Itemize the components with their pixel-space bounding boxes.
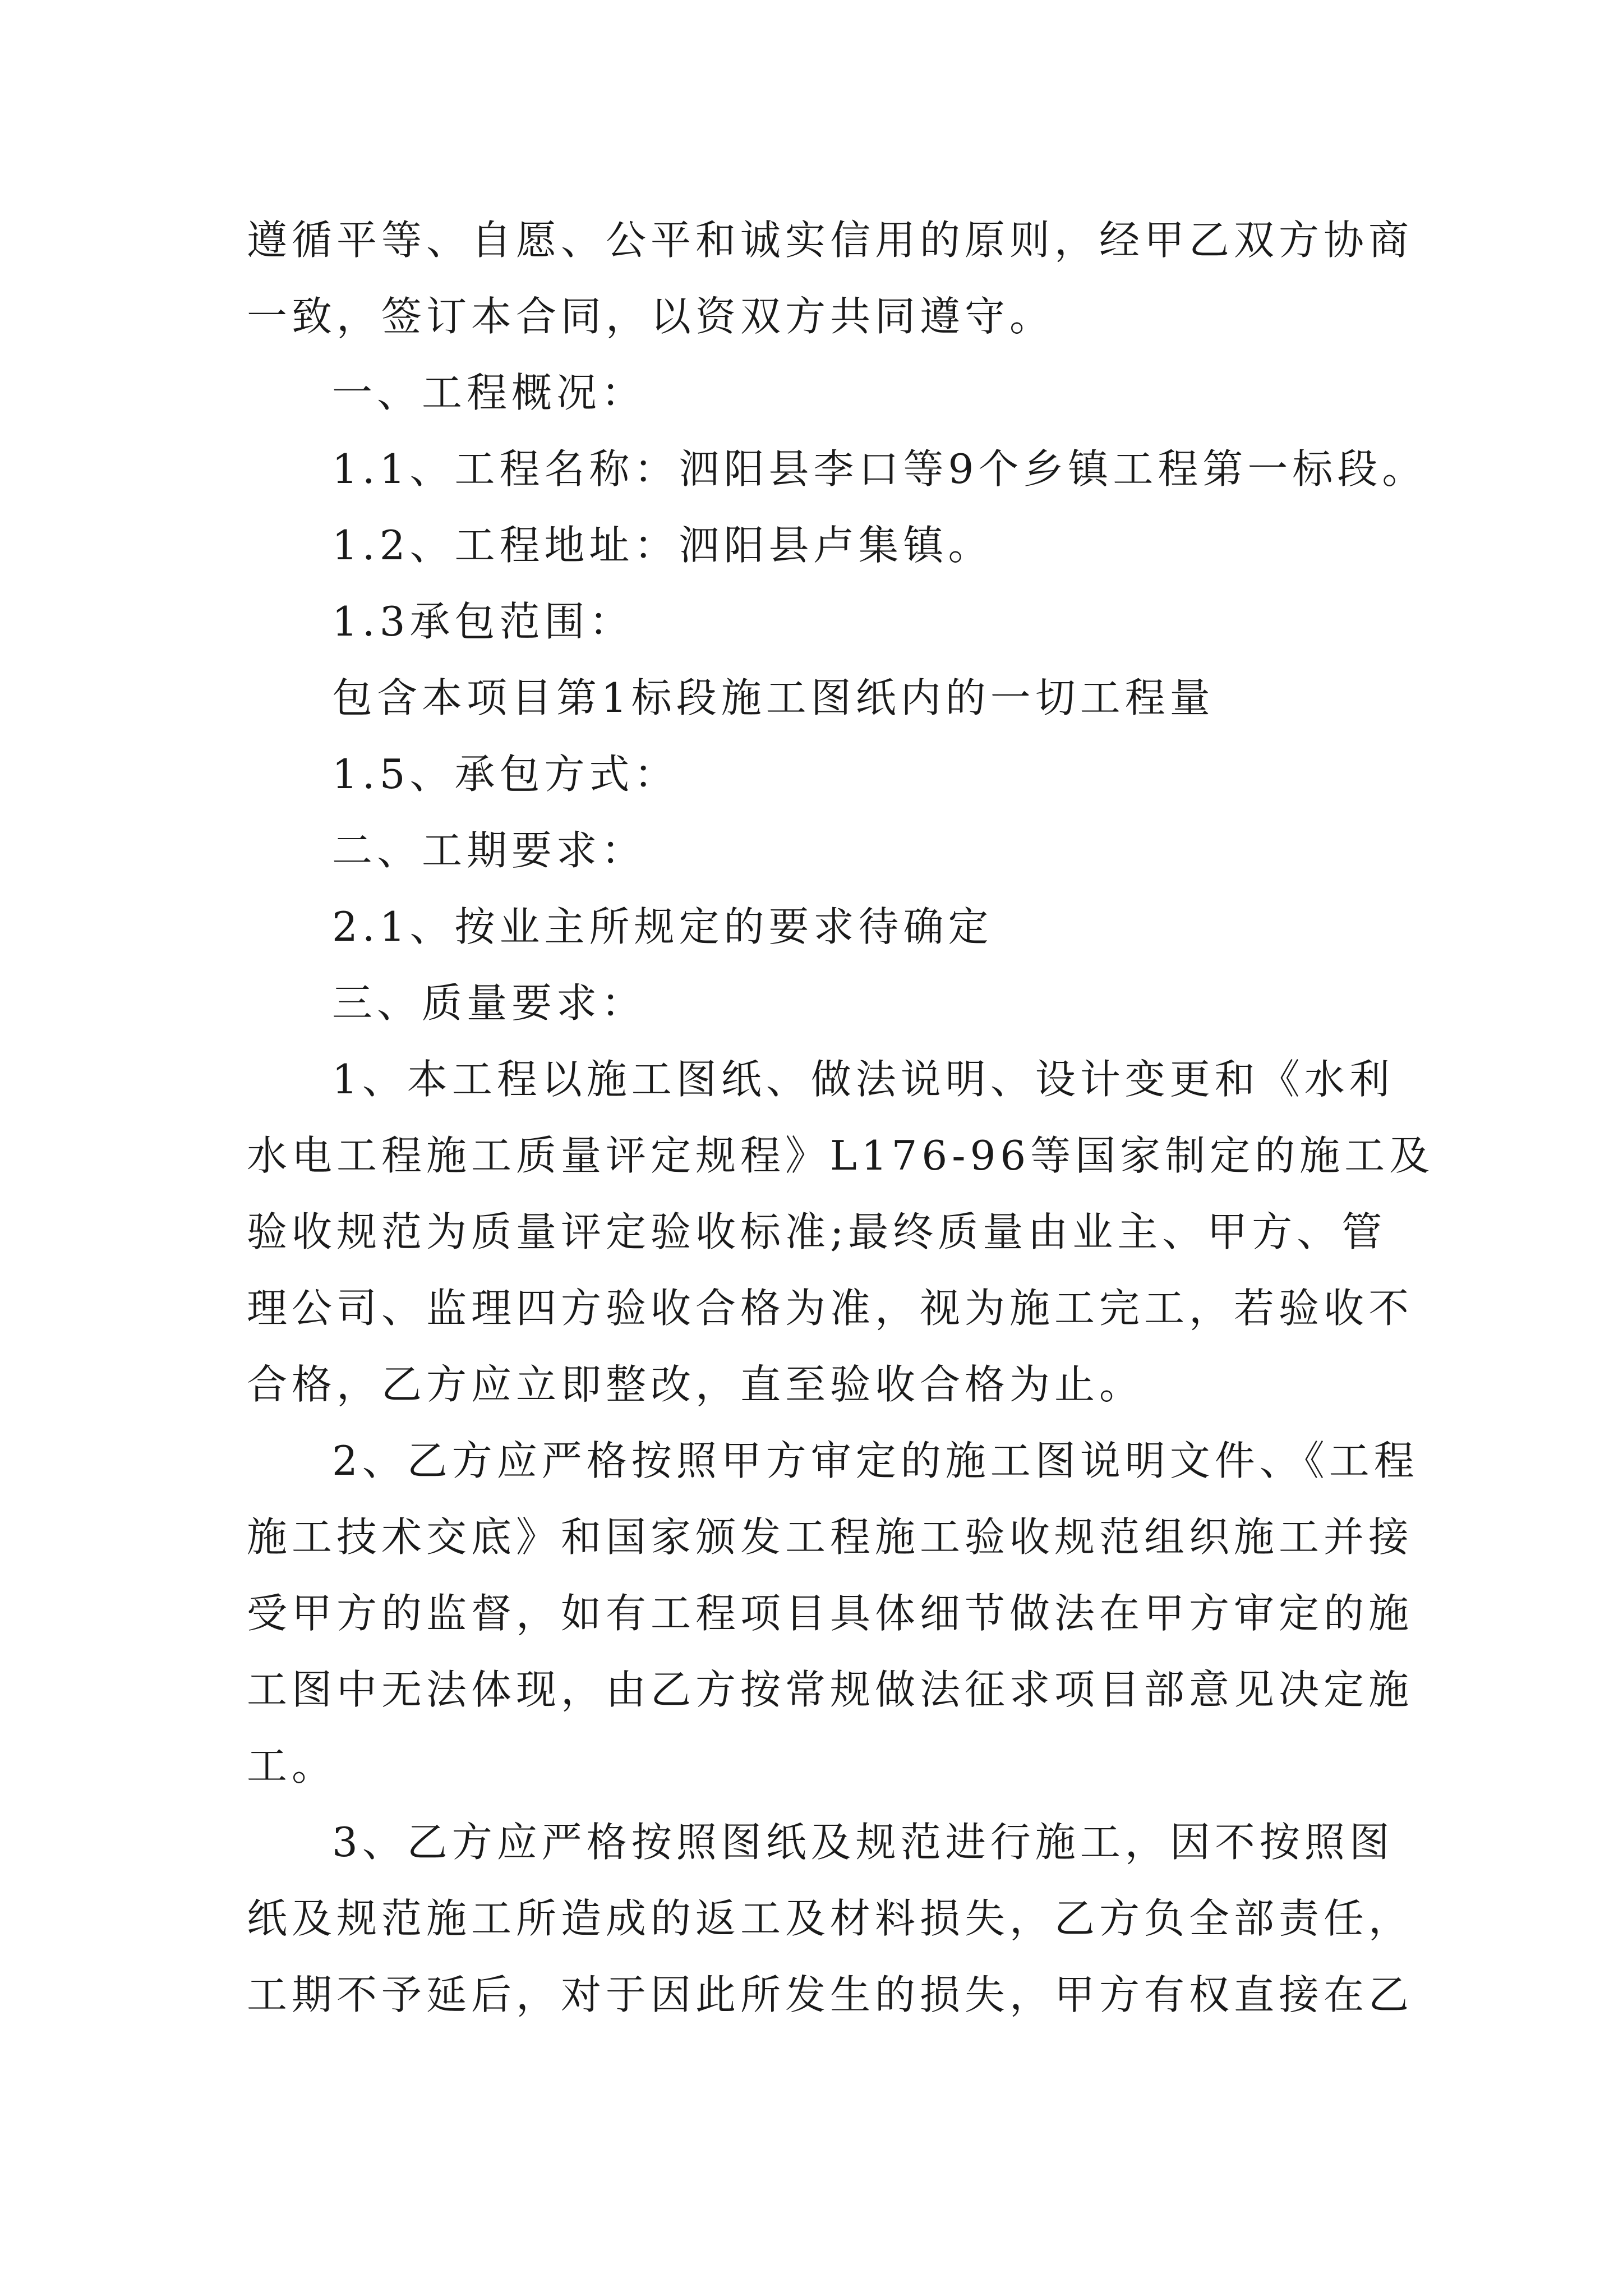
text-line: 1.2、工程地址：泗阳县卢集镇。 xyxy=(332,522,993,569)
text-line: 施工技术交底》和国家颁发工程施工验收规范组织施工并接 xyxy=(247,1513,1414,1561)
text-line: 工图中无法体现，由乙方按常规做法征求项目部意见决定施 xyxy=(247,1666,1414,1713)
text-line: 遵循平等、自愿、公平和诚实信用的原则，经甲乙双方协商 xyxy=(247,217,1414,264)
text-line: 合格，乙方应立即整改，直至验收合格为止。 xyxy=(247,1361,1145,1408)
text-line: 1.5、承包方式： xyxy=(332,751,679,798)
text-line: 3、乙方应严格按照图纸及规范进行施工，因不按照图 xyxy=(332,1819,1394,1866)
section-heading: 三、质量要求： xyxy=(332,979,647,1027)
text-line: 一致，签订本合同，以资双方共同遵守。 xyxy=(247,293,1055,340)
text-line: 1.3承包范围： xyxy=(332,598,634,645)
text-line: 2.1、按业主所规定的要求待确定 xyxy=(332,903,993,950)
text-line: 理公司、监理四方验收合格为准，视为施工完工，若验收不 xyxy=(247,1285,1414,1332)
text-line: 验收规范为质量评定验收标准;最终质量由业主、甲方、管 xyxy=(247,1208,1387,1255)
document-page xyxy=(247,202,1435,2033)
text-line: 纸及规范施工所造成的返工及材料损失，乙方负全部责任， xyxy=(247,1895,1414,1942)
section-heading: 二、工期要求： xyxy=(332,827,647,874)
text-line: 工。 xyxy=(247,1742,337,1789)
text-line: 水电工程施工质量评定规程》L176-96等国家制定的施工及 xyxy=(247,1132,1435,1179)
text-line: 包含本项目第1标段施工图纸内的一切工程量 xyxy=(332,674,1215,721)
text-line: 1、本工程以施工图纸、做法说明、设计变更和《水利 xyxy=(332,1056,1394,1103)
text-line: 受甲方的监督，如有工程项目具体细节做法在甲方审定的施 xyxy=(247,1590,1414,1637)
text-line: 1.1、工程名称：泗阳县李口等9个乡镇工程第一标段。 xyxy=(332,445,1427,493)
text-line: 2、乙方应严格按照甲方审定的施工图说明文件、《工程 xyxy=(332,1437,1419,1484)
section-heading: 一、工程概况： xyxy=(332,369,647,416)
text-line: 工期不予延后，对于因此所发生的损失，甲方有权直接在乙 xyxy=(247,1971,1414,2018)
